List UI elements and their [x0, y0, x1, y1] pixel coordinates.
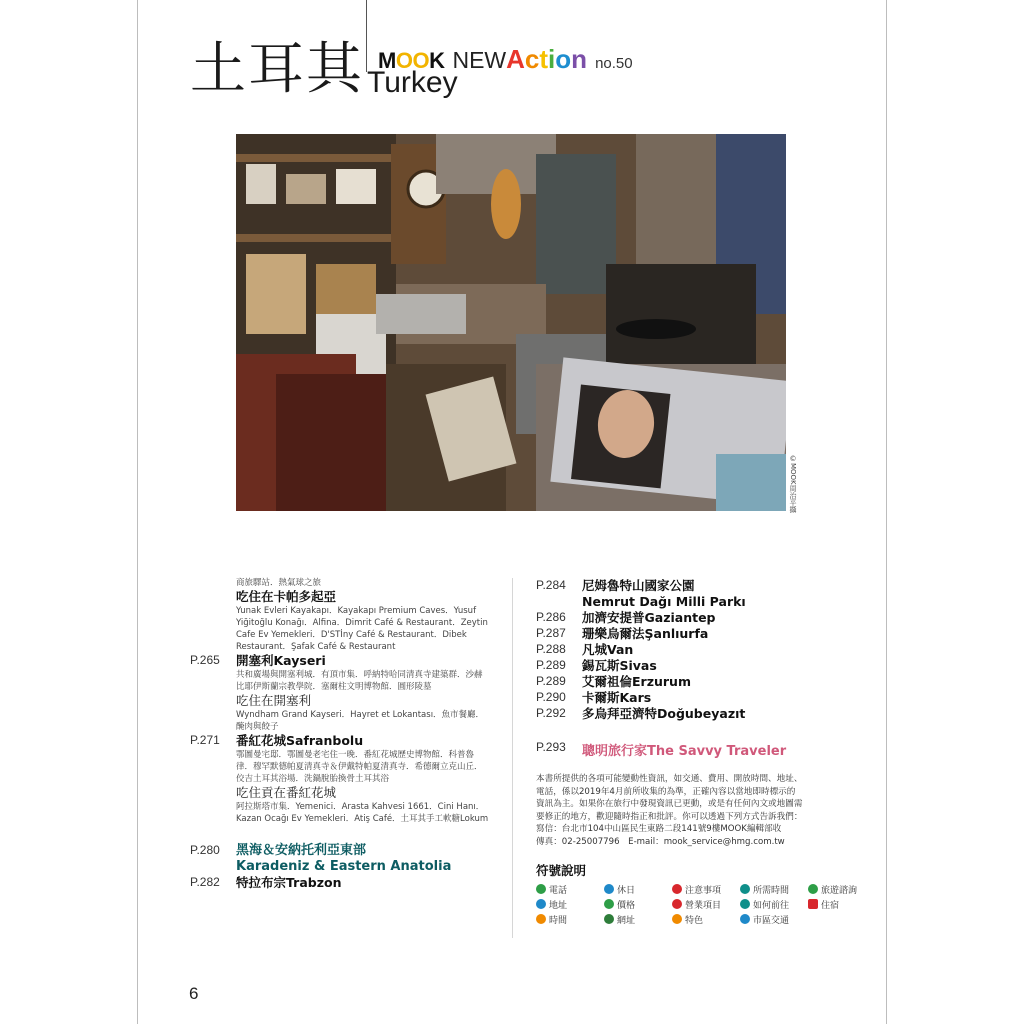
toc-entry-desc: 阿拉斯塔市集．Yemenici．Arasta Kahvesi 1661．Cini Hanı．Kazan Ocağı Ev Yemekleri．Atiş Café．土耳其手工軟糖Lokum	[236, 802, 489, 824]
toc-entry	[190, 653, 490, 733]
toc-entry	[536, 690, 836, 706]
legend-item: 所需時間	[740, 883, 808, 896]
warning-icon	[672, 884, 682, 894]
toc-page-number: P.287	[536, 626, 566, 640]
legend-item: 休日	[604, 883, 672, 896]
directions-icon	[740, 899, 750, 909]
time-icon	[536, 914, 546, 924]
toc-section-title-en: Karadeniz & Eastern Anatolia	[236, 859, 452, 874]
toc-entry-title-sub: Nemrut Dağı Milli Parkı	[582, 594, 746, 609]
toc-entry-title: 珊樂烏爾法Şanlıurfa	[582, 626, 709, 641]
toc-page-number: P.271	[190, 733, 220, 747]
toc-page-number: P.292	[536, 706, 566, 720]
mook-logo-text: MOOK	[378, 48, 445, 73]
toc-entry-desc: 鄂圖曼宅邸．鄂圖曼老宅住一晚．番紅花城歷史博物館．科普魯律．穆罕默德帕夏清真寺＆伊戴特帕夏清真寺．希德爾立克山丘．佼吉土耳其浴場．洗鍋脫胎換骨土耳其浴	[236, 750, 483, 784]
address-icon	[536, 899, 546, 909]
info-line: 傳真：02-25007796 E-mail：mook_service@hmg.com.tw	[536, 836, 785, 847]
legend-item: 市區交通	[740, 913, 808, 926]
toc-small-heading: 商旅驛站．熱氣球之旅	[236, 578, 322, 588]
toc-page-number: P.282	[190, 875, 220, 889]
legend-item: 價格	[604, 898, 672, 911]
toc-entry	[190, 843, 490, 875]
legend-item: 如何前往	[740, 898, 808, 911]
toc-entry-title: 吃住在卡帕多起亞	[236, 589, 337, 604]
legend-item: 旅遊諮詢	[808, 883, 876, 896]
toc-entry-title: 凡城Van	[582, 642, 634, 657]
brand-action-text: Action	[506, 44, 588, 74]
website-icon	[604, 914, 614, 924]
toc-entry-title: 多烏拜亞濟特Doğubeyazıt	[582, 706, 746, 721]
price-icon	[604, 899, 614, 909]
toc-entry-subtitle: 吃住貢在番紅花城	[236, 785, 337, 800]
legend-title: 符號說明	[536, 862, 587, 878]
toc-entry-title: 錫瓦斯Sivas	[582, 658, 657, 673]
info-line: 要修正的地方，歡迎隨時指正和批評。你可以透過下列方式告訴我們：	[536, 811, 803, 822]
toc-page-number: P.293	[536, 740, 566, 754]
toc-page-number: P.289	[536, 674, 566, 688]
toc-entry-title: 番紅花城Safranbolu	[236, 733, 364, 748]
hotel-icon	[808, 899, 818, 909]
mook-brand-logo	[378, 44, 633, 75]
legend-item: 特色	[672, 913, 740, 926]
header-rule	[366, 0, 367, 72]
legend-item: 時間	[536, 913, 604, 926]
toc-page-number: P.289	[536, 658, 566, 672]
toc-entry-desc: 共和廣場與開塞利城．有頂市集．呼納特哈同清真寺建築群．沙赫比耶伊斯蘭宗教學院．塞爾柱文明博物館．圓形陵墓	[236, 670, 483, 692]
toc-entry-title: 加濟安提普Gaziantep	[582, 610, 716, 625]
savvy-traveler-title: 聰明旅行家The Savvy Traveler	[582, 744, 787, 759]
title-english: Turkey	[367, 66, 458, 99]
feature-icon	[672, 914, 682, 924]
toc-entry-title: 開塞利Kayseri	[236, 653, 326, 668]
photo-credit: ©MOOK周治平攝	[789, 455, 797, 513]
legend-item: 營業項目	[672, 898, 740, 911]
toc-entry-title: 特拉布宗Trabzon	[236, 875, 342, 890]
toc-page-number: P.288	[536, 642, 566, 656]
transport-icon	[740, 914, 750, 924]
duration-icon	[740, 884, 750, 894]
toc-entry-title: 卡爾斯Kars	[582, 690, 652, 705]
business-icon	[672, 899, 682, 909]
info-notice	[536, 773, 836, 849]
brand-new-text: NEW	[452, 47, 507, 73]
toc-entry	[536, 626, 836, 642]
toc-left-column	[190, 577, 490, 891]
toc-page-number: P.290	[536, 690, 566, 704]
toc-entry	[536, 578, 836, 610]
toc-entry	[536, 706, 836, 722]
toc-entry-title: 艾爾祖倫Erzurum	[582, 674, 691, 689]
toc-page-number: P.265	[190, 653, 220, 667]
toc-entry-title: 尼姆魯特山國家公園	[582, 578, 695, 593]
title-chinese: 土耳其	[190, 37, 364, 102]
legend-grid	[536, 883, 858, 926]
toc-entry	[536, 610, 836, 626]
antique-shop-photo	[236, 134, 786, 511]
phone-icon	[536, 884, 546, 894]
legend-item: 注意事項	[672, 883, 740, 896]
column-divider	[512, 578, 513, 938]
toc-entry	[190, 733, 490, 825]
toc-savvy-entry	[536, 740, 836, 759]
toc-section-title: 黑海＆安納托利亞東部	[236, 843, 367, 858]
holiday-icon	[604, 884, 614, 894]
info-line: 電話，係以2019年4月前所收集的為準，正確內容以當地即時標示的	[536, 786, 796, 797]
toc-page-number: P.286	[536, 610, 566, 624]
toc-entry	[190, 875, 490, 891]
toc-page-number: P.284	[536, 578, 566, 592]
toc-right-column	[536, 578, 858, 926]
legend-item: 網址	[604, 913, 672, 926]
toc-entry-subtitle: 吃住在開塞利	[236, 693, 312, 708]
toc-page-number: P.280	[190, 843, 220, 857]
info-icon	[808, 884, 818, 894]
info-line: 寫信：台北市104中山區民生東路二段141號9樓MOOK編輯部收	[536, 824, 782, 835]
legend	[536, 861, 858, 926]
page-number: 6	[189, 984, 199, 1003]
toc-entry	[536, 658, 836, 674]
photo-illustration	[236, 134, 786, 511]
toc-entry-desc: Wyndham Grand Kayseri．Hayret et Lokantası．魚市餐廳．醃肉與餃子	[236, 710, 485, 732]
info-line: 本書所提供的各項可能變動性資訊，如交通、費用、開放時間、地址、	[536, 774, 803, 784]
legend-item: 電話	[536, 883, 604, 896]
toc-entry-desc: Yunak Evleri Kayakapı．Kayakapı Premium Caves．Yusuf Yiğitoğlu Konağı．Alfina．Dimrit Café & Restaurant．Zeytin Cafe Ev Yemekleri．D'STİny Café & Restaurant．Dibek Restaurant．Şafak Café & Restaurant	[236, 606, 488, 652]
legend-item: 地址	[536, 898, 604, 911]
toc-entry	[190, 577, 490, 653]
issue-number: no.50	[595, 55, 633, 72]
toc-entry	[536, 674, 836, 690]
legend-item: 住宿	[808, 898, 876, 911]
toc-entry	[536, 642, 836, 658]
info-line: 資訊為主。如果你在旅行中發現資訊已更動，或是有任何內文或地圖需	[536, 799, 803, 810]
